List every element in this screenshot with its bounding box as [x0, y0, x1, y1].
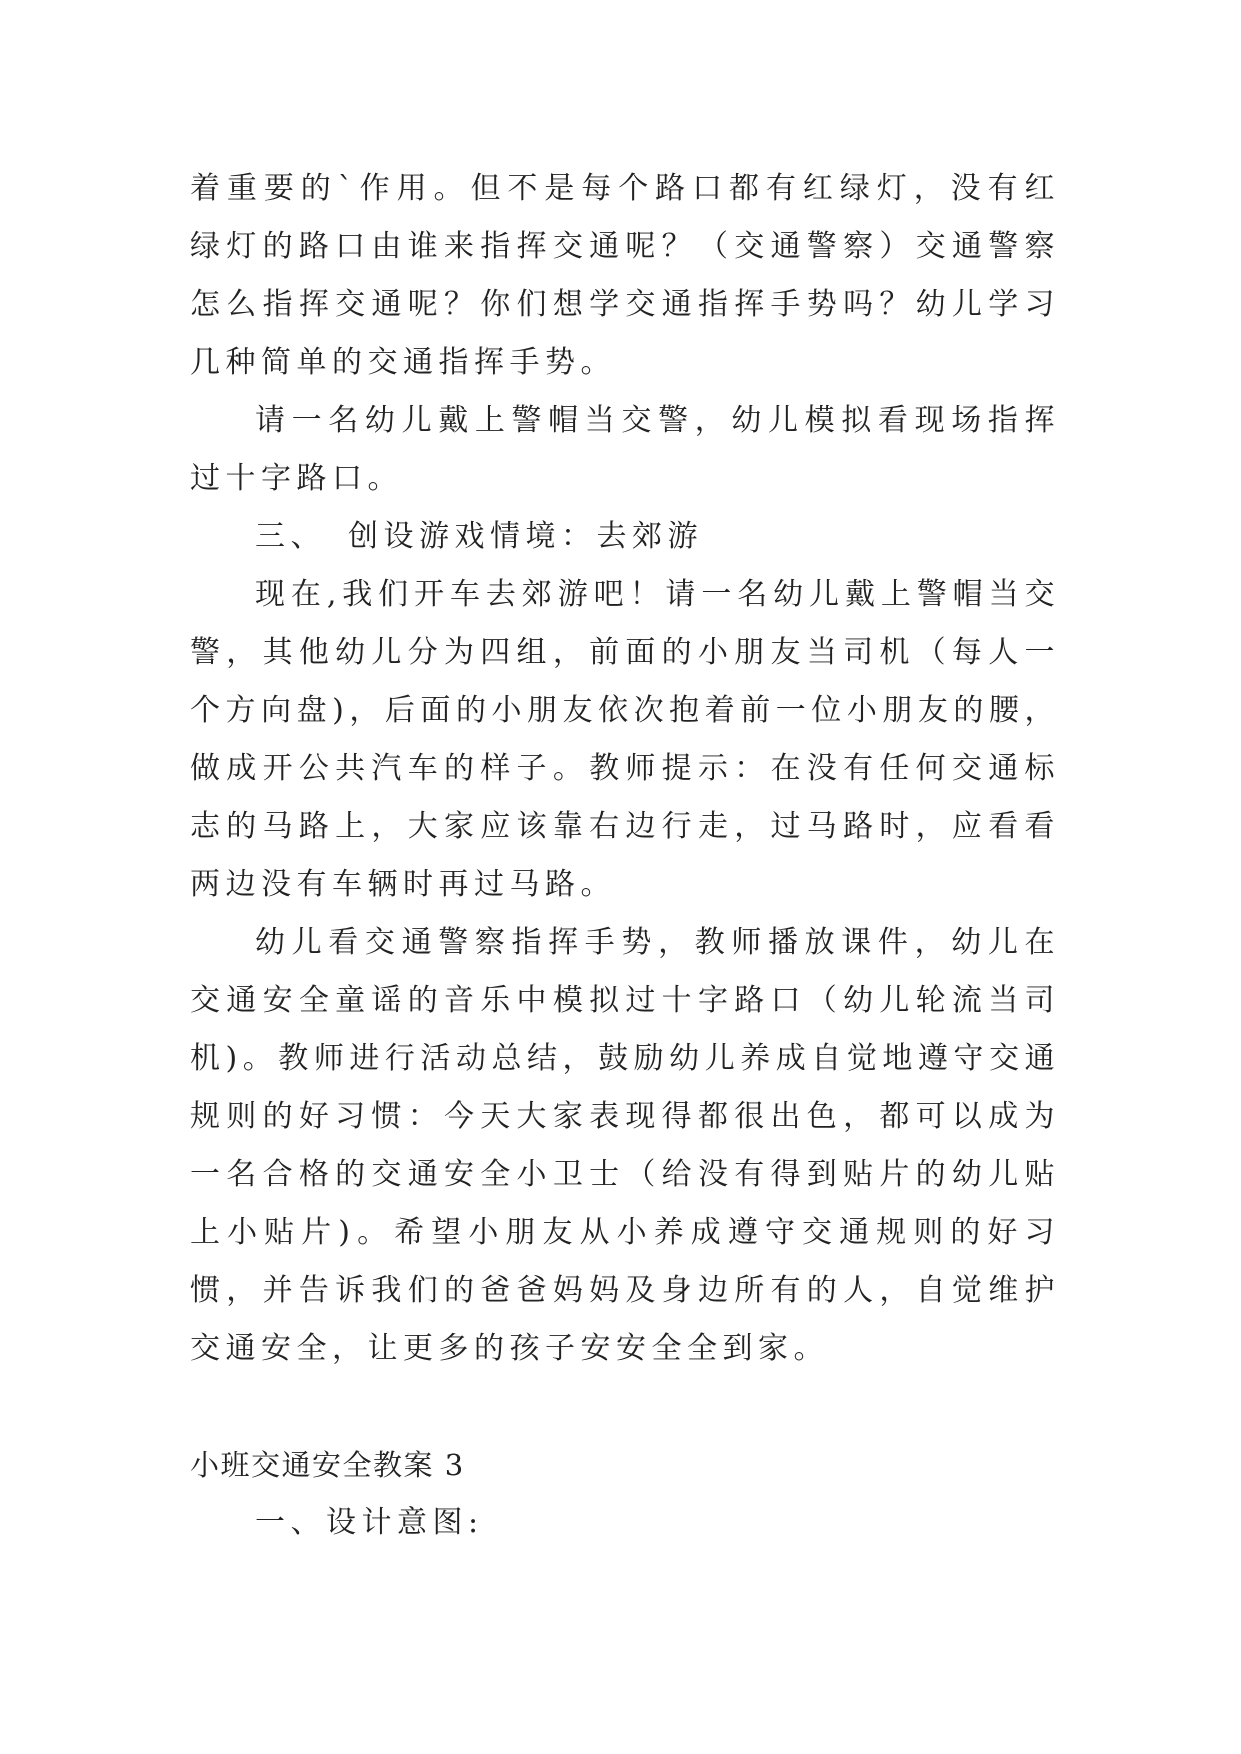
- section-title: 小班交通安全教案 3: [190, 1448, 465, 1482]
- heading-number: 三、: [255, 519, 326, 554]
- heading-text: 创设游戏情境：去郊游: [348, 519, 703, 554]
- document-body: [190, 160, 1060, 1552]
- paragraph-outing-game: 现在,我们开车去郊游吧！请一名幼儿戴上警帽当交警，其他幼儿分为四组，前面的小朋友当司机（每人一个方向盘)，后面的小朋友依次抱着前一位小朋友的腰，做成开公共汽车的样子。教师提示：在没有任何交通标志的马路上，大家应该靠右边行走，过马路时，应看看两边没有车辆时再过马路。: [190, 577, 1060, 902]
- paragraph-child-traffic-police: 请一名幼儿戴上警帽当交警，幼儿模拟看现场指挥过十字路口。: [190, 403, 1060, 496]
- subheading-design-intent: 一、设计意图:: [255, 1505, 484, 1540]
- paragraph-activity-summary: 幼儿看交通警察指挥手势，教师播放课件，幼儿在交通安全童谣的音乐中模拟过十字路口（幼儿轮流当司机)。教师进行活动总结，鼓励幼儿养成自觉地遵守交通规则的好习惯：今天大家表现得都很出色，都可以成为一名合格的交通安全小卫士（给没有得到贴片的幼儿贴上小贴片)。希望小朋友从小养成遵守交通规则的好习惯，并告诉我们的爸爸妈妈及身边所有的人，自觉维护交通安全，让更多的孩子安安全全到家。: [190, 925, 1060, 1366]
- paragraph-traffic-police-intro: 着重要的`作用。但不是每个路口都有红绿灯，没有红绿灯的路口由谁来指挥交通呢？（交通警察）交通警察怎么指挥交通呢？你们想学交通指挥手势吗？幼儿学习几种简单的交通指挥手势。: [190, 171, 1060, 380]
- blank-line: [190, 1378, 1060, 1436]
- heading-game-scenario: [190, 508, 1060, 566]
